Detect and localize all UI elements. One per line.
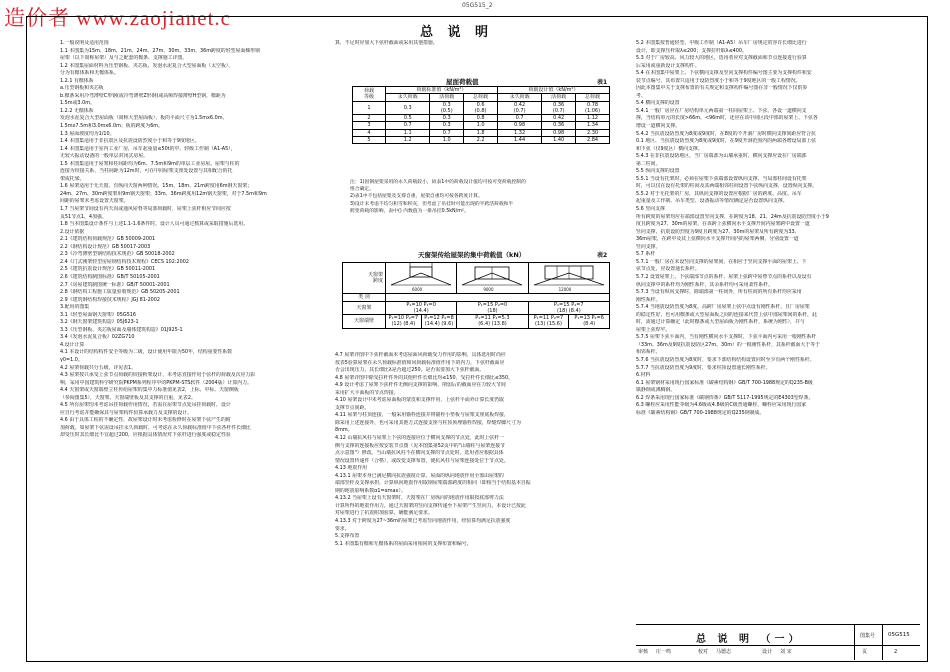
text-line: 时，可以仅在设有托架的柱间及其两端相邻柱间设置下弦纵向支撑，设置纵向支撑。 [636,183,817,190]
design-label: 设计 [762,649,773,655]
text-line: 4.6 由于具体工程的不确定性，故屋架设计时未考虑检修时在屋架下弦产生的附 [60,417,231,424]
table2-span-9000: 9000 [483,287,494,292]
text-line: 5.7.6 当抗震设防烈度为8度时，要求下部结构结构设置同时至少有两个刚性系杆。 [636,356,815,363]
table-row [353,122,610,129]
text-line: 3.配用的图集 [60,304,90,311]
text-line: 1.3 屋面坡度均为1/10。 [60,130,115,137]
table1-hdr-design: 荷载设计值（kN/m²） [497,87,609,94]
text-line: 5.1 本图集有檩和无檩体系的屋面采用相同的支撑布置和编号。 [335,540,472,547]
table-cell: 1.44 [497,137,541,144]
text-line: 4.3 屋架按只承受上弦节点荷载的铰接桁架设计，未考虑直接作用于弦杆的荷载及次应力影 [60,372,256,379]
text-line: 2.8《钢结构工程施工质量验收规范》GB 50205-2001 [60,289,180,296]
text-line: 因此本图集中关于支撑布置的有关规定和支撑构件编号图在非一般情况下仅供参 [636,85,808,92]
table1-hdr-std: 荷载标准值（kN/m²） [386,87,498,94]
text-line: 4.1 本设计的结构构件安全等级为二级，设计使用年限为50年，结构重要性系数 [60,349,233,356]
column-left-text [60,40,326,440]
table-cell: 1 [353,101,386,115]
text-line: 5.6 竖向支撑 [636,206,665,213]
text-line: 5.支撑布置 [335,533,360,540]
text-line: 的稳定性好，也可用檩条或大型屋面板之间的连接来代替上弦中部屋架间的系杆，此 [636,311,817,318]
text-line: 1.5m或3.0m。 [60,100,95,107]
table-cell: 0.7 [430,129,464,136]
text-line: 1.2 本图集屋面材料为压型钢板、夹芯板、发泡水泥复合大型屋面板（太空板）， [60,62,234,69]
text-line: 算，不足时应加大下弦杆截面或采用其他措施。 [335,40,438,46]
text-line: 应自行考虑并能确保其与屋架构件验算承载力及支撑的设计。 [60,409,193,416]
text-line: 和下弦（仅9度区）横向支撑。 [636,145,703,152]
table2-r1b-c1: (14.4) [413,307,429,314]
table-note-line: 3)设计未考虑不均匀积雪和积灰，但考虑了吊挂时可能出现的半跨活荷载和半 [350,201,514,207]
text-line: 4.10 屋架设计中未考虑屋面板的蒙皮和支撑作用，上弦杆平面外计算长度仍取 [335,397,504,404]
text-line: 所有跨度的屋架均应在端部设置竖向支撑，在跨度为18、21、24m及抗震设防烈度小于9 [636,213,829,220]
text-line: 竖向支撑。 [636,243,661,250]
table-cell: 0.7 [386,122,430,129]
table1-subheader: 总荷载 [576,94,610,101]
text-line: 采用扩大平面板的节点焊接。 [335,389,399,396]
text-line: 响，采用中国建筑科学研究院PKPM系列程序中的PKPM-STS软件（2004版）计算内力。 [60,379,252,386]
text-line: 支撑节点间距。 [335,404,370,411]
text-line: 连接为铰接关系，当柱间距为12m时，可在中间屋架支座处设置与其相配合的托 [60,168,233,175]
text-line: 屋架（以下简称屋架）及与之配套的檩条、支撑施工详图。 [60,55,188,62]
text-line: 标准《碳素结构钢》GB/T 700-1988规定的Q235钢制成。 [636,409,765,416]
text-line: 增设一道横向支撑。 [636,123,681,130]
text-line: 5.5.1 当设有托架时，必须在屋架下弦端部设置纵向支撑，当局部柱间设有托架 [636,175,807,182]
table-note-line: 2)表1中不包括屋架及支撑自重，屋架自重均可按各跨度计算。 [350,194,483,200]
text-line: 5.4 横向支撑的设置 [636,100,680,107]
text-line: 要求。 [335,525,350,532]
text-line: 期的地震影响系数α1=αmax）。 [335,487,406,494]
table2-number: 表2 [597,252,608,259]
text-line: 5.2 本图集按普通轻型、中级工作制（A1-A5）吊车厂房规定的容许长细比进行 [636,40,807,46]
table2-span-12000: 12000 [558,287,572,292]
table1-subheader: 总荷载 [464,94,498,101]
text-line: 刚性系杆。 [636,296,661,303]
text-line: 24m、27m、30m跨度架用9m钢天窗架；33m、36m跨度用12m钢天窗架，对于7.5m和9m [60,190,267,197]
text-line: 8mm。 [335,427,353,434]
table2-row2-label: 天窗端壁 [343,315,386,329]
table-cell: 4 [353,129,386,136]
review-name: 庄一鸣 [656,649,672,655]
table2-r2b-c5: (8.4) [583,321,596,328]
table-cell: 0.5 [386,115,430,122]
text-line: 4.12 山墙抗风柱与屋架上下弦的连接应位于横向支撑的节点处，此时上弦杆一 [335,435,504,442]
text-line: 加荷载，如屋架下弦需设吊挂永久荷载时，可考虑在永久荷载标准值中下弦各杆件长细比 [60,424,251,431]
table2-truss-diagram-12000 [528,263,609,294]
text-line: 镇静钢或沸腾钢。 [636,387,676,394]
table1-number: 表1 [597,79,608,86]
text-line: 3.1《轻型屋面钢天窗架》05G516 [60,311,137,318]
table-cell: 0.3 [430,122,464,129]
table-cell: 0.42 (0.7) [497,101,541,115]
table2-r2-c3: P₁=11 P₂=5.3 [475,315,510,322]
table-cell: 0.98 [542,129,576,136]
text-line: 点示意图"）修改。当山墙抗风柱不在横向支撑的节点处时，选用者应根据具体 [335,450,504,457]
table-cell: 0.3 [430,115,464,122]
text-line: 发泡水泥复合大型屋面板（简称大型屋面板），板的平面尺寸为1.5mx6.0m、 [60,115,228,122]
table2-skylight-loads [342,262,610,329]
table2-caption: 天窗架传给屋架的集中荷载值（kN） [418,251,526,259]
text-line: 2.9《建筑钢结构焊接技术规程》JGJ 81-2002 [60,296,161,303]
text-line: 架或托梁。 [60,175,85,182]
text-line: 5.7.7 当抗震设防烈度为9度时，要求柱顶设置通长刚性系杆。 [636,364,771,371]
text-line: 端部竖杆及支撑承担，计算纵向地震作用取钢屋架端部跨度的相同（即相当于结构基本自振 [335,480,531,487]
text-line: 后采用或重新设计支撑构件。 [636,62,700,69]
text-line: 4.4 天窗架或天窗端壁立柱传给屋架的集中力标准值见表2，上标、中标、天窗侧板 [60,387,239,394]
text-line: 除采用上述连接外，也可采用其他方式连接支座与柱顶预埋锚栓焊接，焊缝焊脚尺寸为 [335,419,521,426]
text-line: 0.1 地区，当抗震设防烈度为8度或9度时，在9度开洞范围内的两端各增设局部上弦 [636,138,817,145]
text-line: 2.设计依据 [60,228,85,235]
table-cell: 0.3 (0.5) [430,101,464,115]
text-line: 5.4.1 一般厂房应在厂房结构单元两端第一柱间屋架上、下弦、各设一道横向支 [636,107,807,114]
table1-subheader: 活荷载 [542,94,576,101]
text-line: 5.4.2 当抗震设防烈度为8度或9度时，在8度的不开洞厂房时横向支撑间距应符合抗 [636,130,816,137]
text-line: 6.2 焊条采用现行国家标准《碳钢焊条》GB/T 5117-1995规定的E4303型焊条。 [636,394,814,401]
atlas-number: 05G515 [888,632,910,638]
text-line: 1.2.2 无檩体系 [60,107,94,114]
table1-notes [350,179,630,215]
table1-subheader: 永久荷载 [386,94,430,101]
table2-truss-diagram-6000 [386,263,457,294]
column-middle-top-text [335,40,631,48]
text-line: 1.8 当本图集设计条件与上述1.1-1.6条件时，设计人员可通过核算或采取措施后选用。 [60,221,249,228]
page-title: 总 说 明 [420,25,494,40]
table-cell: 1.34 [576,122,610,129]
text-line: 5.5.2 对于无托架的厂房，其纵向支撑的设置应根据厂房的跨度、高度、吊车 [636,190,802,197]
table-row [353,115,610,122]
text-line: 第二柱间。 [636,160,661,167]
table2-r1-c2: P₁=15 P₂=0 [477,301,508,308]
table-cell: 1.0 [430,137,464,144]
text-line: 侧与支撑的连接板应按安装节点图（见本图集第52页中的"山墙柱与屋架连接节 [335,442,505,449]
text-line: 4.7 屋架详图中下弦杆截面未考虑屋面风荷载受力作用的影响，具体选用时尚应 [335,352,506,358]
text-line: （33m、36m及9度抗震设防区27m、30m）的一根刚性系杆，其系杆截面大于等于 [636,341,820,348]
text-line: 4.13.2 当屋架上设有天窗架时，天窗架在厂房纵向的地震作用取按底部剪力法 [335,495,504,502]
column-middle-bottom-text [335,352,631,548]
table2-hdr-span: 天窗架 [367,271,383,278]
text-line: 3.3《压型钢板、夹芯板屋面及墙体建筑构造》01J925-1 [60,326,183,333]
table-cell: 1.1 [386,129,430,136]
table-cell: 0.98 [497,122,541,129]
text-line: 撑，当结构单元的长度>66m、<96m时，还应在该中间区段中部的屋架上、下弦各 [636,115,818,122]
table2-r2-c5: P₁=13 P₂=6 [574,315,604,322]
text-line: 5.3 对于厂房较高、风力较大的地区，选用者应对支撑截面和节点连接进行验算 [636,55,807,62]
text-line: 4.13 地震作用 [335,465,368,472]
text-line: 否会出现压力，其长细比λ是否超过250，是否需要加大下弦杆截面。 [335,367,485,374]
table2-r2b-c2: (14.4) (9.6) [424,321,454,328]
text-line: 5.7.2 设置屋架上、下弦端部节点的系杆，屋架上弦跨中屋脊节点的系杆以及设有 [636,273,812,280]
text-line: 4.11 屋架与柱顶连接，一般采用锚栓连接并将锚栓小垫板与屋架支座底板焊接， [335,412,509,419]
table1-subheader: 活荷载 [430,94,464,101]
table-cell: 0.42 [542,115,576,122]
text-line: 情况设置传递件（合格），或改变支撑布置，使抗风柱与屋架连接处位于节点处。 [335,457,509,464]
table1-subheader: 永久荷载 [497,94,541,101]
text-line: 4.5 所有屋架均未考虑吊挂荷载作用情况，若需在屋架节点处吊挂荷载时，设计 [60,402,231,409]
text-line: 5.4 在本图集中屋架上、下弦横向支撑及竖向支撑构件编号图主要为支撑构件和安 [636,70,812,77]
review-label: 审核 [638,649,649,655]
table-cell: 1.40 [542,137,576,144]
table-cell: 2.84 [576,137,610,144]
text-line: 5.7.1 一般厂房在未设竖向支撑的屋架间，在相应于竖向支撑平面的屋架上、下 [636,258,807,265]
text-line: 4.13.1 屋架本身已满足横向抗震强度计算。屋面的纵向地震作用全部由屋架的 [335,472,504,479]
table-cell: 0.7 [497,115,541,122]
text-line: 1.6 屋架适用于无天窗、有纵向天窗两种情况。15m、18m、21m跨度用6m钢天窗架； [60,183,252,190]
text-line: 2.2《钢结构设计规范》GB 50017-2003 [60,243,151,250]
text-line: 1.1 本图集为15m、18m、21m、24m、27m、30m、33m、36m跨度的轻型屋面梯形钢 [60,47,260,54]
text-line: 5.7.3 当设有纵向支撑时，除端部第一柱间外，所有柱间的所有系杆均应采用 [636,289,802,296]
table2-r2b-c1: (12) (8.4) [391,321,416,328]
text-line: 纵向支撑中的系杆均为刚性系杆，其余系杆均可采用柔性系杆。 [636,281,773,288]
text-line: 5.5 纵向支撑的设置 [636,168,680,175]
table2-r1b-c3: (18) (8.4) [556,307,581,314]
drawing-code-top: 05G515_2 [462,2,493,9]
table-note-line: 跨变荷载的影响，表中() 内数值为一排吊挂0.5kN/m²。 [350,208,469,214]
text-line: 计算所得的地震作用力，通过天窗架的竖向支撑传递至下屋架产生竖向力。本设计已按此 [335,502,526,509]
table2-r2-c4: P₁=11 P₂=7 [533,315,564,322]
text-line: 度且跨度为27、30m的屋架，在该跨上弦横向水平支撑开间内屋架跨中设置一道 [636,221,810,228]
text-line: 6.1 屋架钢材采用现行国家标准《碳素结构钢》GB/T 700-1988规定的Q235-B级 [636,379,813,386]
text-line: 1.5mx7.5m和3.0mx6.0m；板的跨度为6m。 [60,123,163,130]
atlas-label: 图集号 [860,633,876,639]
text-line: 弦节点处，应设置通长系杆。 [636,266,700,273]
text-line: 无较大振动设备的一般单层封闭式房屋。 [60,153,149,160]
check-label: 校对 [698,649,709,655]
watermark: 造价者 www.zaojianet.c [4,6,231,30]
table2-hdr-type: 类 别 [343,294,386,301]
text-line: 36m屋架，在跨中及其上弦横向水平支撑开间内的屋架两侧，分别设置一道 [636,236,799,243]
text-line: 竖向支撑，抗震设防烈度为9度且跨度为27、30m的屋架及所有跨度为33、 [636,228,800,235]
text-line: 却受压时其长细比不宜超过200，应根据具体情况对下弦杆进行强度或稳定性验 [60,432,231,439]
table-cell: 0.78 (1.06) [576,101,610,115]
text-line: 2.3《冷弯薄壁型钢结构技术规范》GB 50018-2002 [60,251,175,258]
page-label: 页 [862,649,868,655]
table-note-line: 组合确定。 [350,187,374,193]
title-block-sign-row [636,645,920,659]
text-line: 考。 [636,92,646,99]
table-cell: 1.0 [464,122,498,129]
table-cell: 0.6 (0.8) [464,101,498,115]
text-line: 6.3 螺栓应采用性能等级为4.6级或4.8级的C级普通螺栓，螺栓应采用现行国家 [636,402,807,409]
table2-r2b-c3: (6.4) (13.8) [478,321,507,328]
text-line: 5.7.4 当地震设防烈度为8度，高跨厂房屋架上弦中点设有刚性系杆，且厂房屋架 [636,304,810,311]
text-line: b.檩条采用冷弯薄壁C形钢(或冷弯薄壁Z形钢)或高频焊接薄壁H型钢，檩距为 [60,92,226,99]
table1-caption: 屋面荷载值 [446,78,479,86]
title-block [636,624,920,660]
table2-r1b-c2: (18) [487,307,498,314]
text-line: 4.2 屋架荷载共分五级，详见表1。 [60,364,137,371]
table-row [353,137,610,144]
table2-r2-c2: P₁=12 P₂=8 [424,315,454,322]
text-line: 3.2《钢天窗架建筑构造》05J623-1 [60,319,139,326]
text-line: 2.7《房屋建筑制图统一标准》GB/T 50001-2001 [60,281,170,288]
table-cell: 2 [353,115,386,122]
text-line: γ0=1.0。 [60,356,83,363]
table-note-line: 注：1)因钢屋架采用的永久荷载较小，故表1中的荷载设计值均可按可变荷载控制的 [350,180,526,185]
table-row [353,129,610,136]
text-line: 对屋架进行了抗震附加验算，确能满足要求。 [335,510,433,517]
table-cell: 0.36 (0.7) [542,101,576,115]
text-line: 起重量及工作制、吊车类型、设备振动等情况确定是否设置纵向支撑。 [636,198,788,205]
text-line: 1.4 本图集适用于室内工业厂房，吊车起重量≤50t的中、轻级工作制（A1-A5）， [60,145,236,152]
table1-roof-loads [352,86,610,144]
text-line: 4.9 设计考虑了屋架下弦杆件无侧向支撑的影响，削弱后的截面应在力较大节间 [335,382,506,389]
text-line: a.压型钢板和夹芯板 [60,85,104,92]
text-line: （参阅图集5），天窗架、天窗端壁板及其支撑的自重，见表2。 [60,394,196,401]
text-line: 1.2.1 有檩体系 [60,77,94,84]
table2-r1-c3: P₁=15 P₂=7 [554,301,584,308]
text-line: 2.1《建筑结构荷载规范》GB 50009-2001 [60,236,156,243]
text-line: 时，需通过计算确定（此时檩条或大型屋面板为刚性系杆，系统为刚性），并与 [636,319,805,326]
table1-hdr-grade2: 等级 [363,93,374,100]
text-line: 1.5 本图集适用于屋架和柱间距均为6m、7.5m和9m的单层工业房屋。屋架与柱的 [60,160,240,167]
text-line: 2.6《建筑结构制图标准》GB/T 50105-2001 [60,273,160,280]
table-cell: 1.32 [497,129,541,136]
text-line: 分为有檩体系和无檩体系。 [60,70,119,77]
text-line: 页51节点1、4加强。 [60,213,107,220]
table-cell: 0.3 [386,101,430,115]
table-cell: 3 [353,122,386,129]
text-line: 屋架上弦焊牢。 [636,326,671,333]
text-line: 6.材料 [636,372,651,379]
table2-r2b-c4: (13) (15.6) [535,321,562,328]
text-line: 3.4《发泡水泥复合板》02ZG710 [60,334,135,341]
text-line: 2.4《门式刚架轻型房屋钢结构技术规程》CECS 102:2002 [60,258,189,265]
table2-r1-c1: P₁=10 P₂=0 [406,301,436,308]
text-line: 1.4 本图集适用于非抗震区及抗震设防烈度小于和等于9度地区。 [60,138,200,145]
table-cell: 1.12 [576,115,610,122]
title-block-main-row [636,624,920,646]
text-line: 1.一般说明及适用范围 [60,40,109,46]
text-line: 4.13.3 对于跨度为27~36m的屋架已考虑竖向地震作用，经验算均满足抗震强度 [335,518,511,525]
table-cell: 0.8 [464,115,498,122]
table1-hdr-grade: 荷载 [363,87,374,94]
text-line: 2.5《建筑抗震设计规范》GB 50011-2001 [60,266,156,273]
text-line: 1.7 当屋架节间设有内天沟或通风屋脊等局部荷载时，屋架上弦杆相应节间应按 [60,206,231,213]
table-cell: 2.30 [576,129,610,136]
table-cell: 1.2 [386,137,430,144]
text-line: 4.8 屋架详图中除受拉杆件外的其他杆件长细比均≤150，受拉杆件长细比≤350。 [335,374,514,381]
text-line: 设计，即支撑压杆取λ≤200；支撑拉杆取λ≤400。 [636,47,747,54]
table-cell: 1.8 [464,129,498,136]
table2-row1-label: 天窗架 [343,301,386,315]
text-line: 相邻系杆。 [636,349,661,356]
table-row [353,101,610,115]
text-line: 4.设计计算 [60,341,85,348]
design-name: 刘 宋 [780,649,792,655]
text-line: 5.4.3 在非抗震设防地区，当厂房端部为山墙承重时，横向支撑应设在厂房端部 [636,153,807,160]
title-block-title: 总 说 明 （一） [696,634,803,645]
table2-corner-cell [343,263,386,294]
check-name: 马德志 [716,649,732,655]
text-line: 装节点编号，其布置只适用于设防烈度小于和等于9度地区的一般工程情况。 [636,77,801,84]
text-line: 5.7.5 屋架下弦平面内，当有刚性横向水平支撑时，下弦平面内可采用一根刚性系杆 [636,334,817,341]
table-cell: 0.36 [542,122,576,129]
table2-hdr-span2: 跨度 [372,278,383,285]
table-cell: 5 [353,137,386,144]
text-line: 间距的屋架未考虑设置天窗架。 [60,198,129,205]
text-line: 按表5验算屋架在永久荷载标准值和风荷载标准值作用下的内力，下弦杆截面应 [335,359,505,366]
table-cell: 2.2 [464,137,498,144]
text-line: 5.7 系杆 [636,251,656,258]
table2-truss-diagram-9000 [457,263,528,294]
table2-span-6000: 6000 [412,287,423,292]
page-number: 2 [894,649,898,655]
table2-r2-c1: P₁=10 P₂=7 [388,315,419,322]
column-right-text [636,40,911,417]
